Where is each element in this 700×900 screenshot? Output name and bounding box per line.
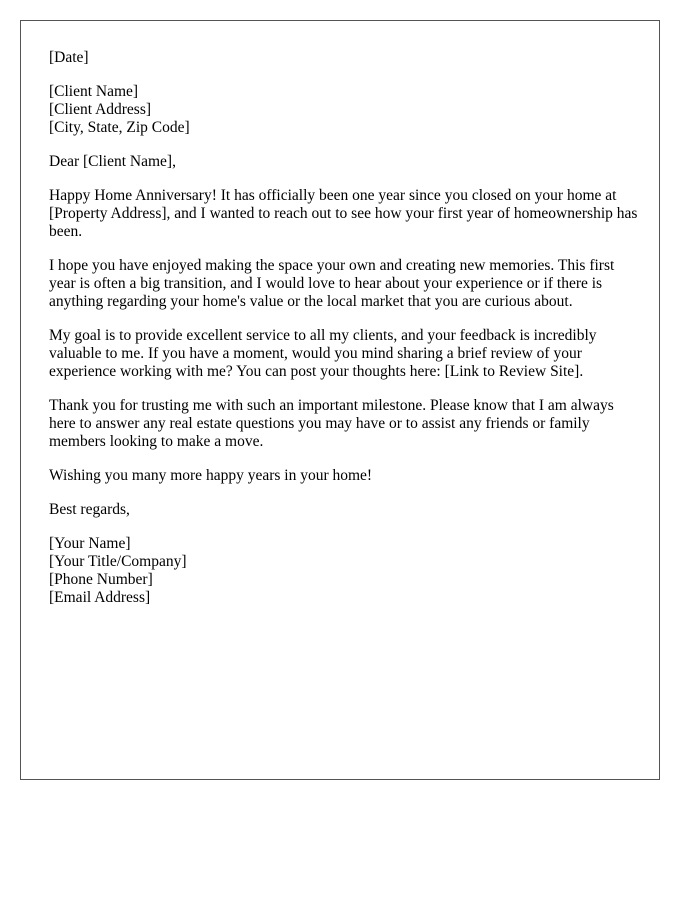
letter-page — [20, 20, 660, 780]
closing: Best regards, — [49, 501, 130, 518]
salutation: Dear [Client Name], — [49, 153, 176, 170]
letter-body — [49, 49, 639, 623]
paragraph-thank-you: Thank you for trusting me with such an important milestone. Please know that I am always here to answer any real estate questions you may have or to assist any friends or family members looking to make a move. — [49, 397, 614, 450]
signature-email: [Email Address] — [49, 589, 151, 606]
date-block — [49, 49, 639, 67]
paragraph-experience: I hope you have enjoyed making the space your own and creating new memories. This first year is often a big transition, and I would love to hear about your experience or if there is anything regarding your home's value or the local market that you are curious about. — [49, 257, 615, 310]
closing-block — [49, 501, 639, 519]
signature-block — [49, 535, 639, 607]
signature-name: [Your Name] — [49, 535, 131, 552]
letter-date: [Date] — [49, 49, 89, 66]
recipient-city-state-zip: [City, State, Zip Code] — [49, 119, 190, 136]
recipient-address-block — [49, 83, 639, 137]
paragraph-anniversary: Happy Home Anniversary! It has officially been one year since you closed on your home at [Property Address], and I wanted to reach out to see how your first year of homeownership has been. — [49, 187, 638, 240]
salutation-block — [49, 153, 639, 171]
paragraph-wishes: Wishing you many more happy years in your home! — [49, 467, 373, 484]
signature-phone: [Phone Number] — [49, 571, 153, 588]
recipient-name: [Client Name] — [49, 83, 139, 100]
signature-title-company: [Your Title/Company] — [49, 553, 187, 570]
recipient-address: [Client Address] — [49, 101, 152, 118]
paragraph-review-request: My goal is to provide excellent service to all my clients, and your feedback is incredibly valuable to me. If you have a moment, would you mind sharing a brief review of your experience working with me? You can post your thoughts here: [Link to Review Site]. — [49, 327, 597, 380]
